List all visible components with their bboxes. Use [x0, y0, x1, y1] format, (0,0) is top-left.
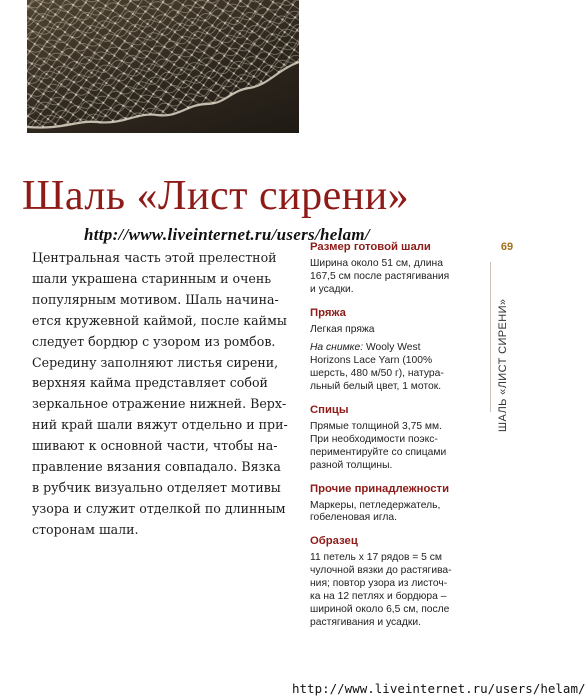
size-line: Ширина около 51 см, длина	[310, 257, 443, 269]
yarn-detail-line: Horizons Lace Yarn (100%	[310, 355, 433, 367]
yarn-detail-line: шерсть, 480 м/50 г), натура-	[310, 368, 444, 380]
notions-line: Маркеры, петледержатель,	[310, 499, 441, 511]
page-number: 69	[500, 241, 514, 253]
section-tab-label: ШАЛЬ «ЛИСТ СИРЕНИ»	[497, 298, 509, 432]
lace-pattern-graphic	[27, 0, 299, 133]
needles-line: разной толщины.	[310, 459, 393, 471]
body-line: следует бордюр с узором из ромбов.	[32, 333, 276, 349]
gauge-line: чулочной вязки до растягива-	[310, 565, 452, 577]
watermark-url: http://www.liveinternet.ru/users/helam/	[84, 225, 370, 244]
section-tab	[490, 262, 525, 432]
body-line: верхняя кайма представляет собой	[32, 375, 268, 391]
yarn-line: Легкая пряжа	[310, 323, 375, 335]
gauge-line: ка на 12 петлях и бордюра –	[310, 590, 447, 602]
yarn-caption: На снимке:	[310, 342, 364, 354]
needles-heading: Спицы	[310, 404, 349, 417]
notions-heading: Прочие принадлежности	[310, 482, 450, 495]
article-body	[32, 248, 294, 541]
article-title: Шаль «Лист сирени»	[22, 173, 410, 219]
size-heading: Размер готовой шали	[310, 241, 431, 253]
needles-line: периментируйте со спицами	[310, 446, 447, 458]
body-line: в рубчик визуально отделяет мотивы	[32, 479, 281, 495]
body-line: узора и служит отделкой по длинным	[32, 500, 286, 516]
body-line: Центральная часть этой прелестной	[32, 250, 277, 265]
body-line: сторонам шали.	[32, 521, 139, 537]
gauge-line: растягивания и усадки.	[310, 616, 422, 628]
size-line: и усадки.	[310, 283, 354, 295]
lace-shawl-photo	[27, 0, 299, 133]
needles-line: Прямые толщиной 3,75 мм.	[310, 420, 442, 432]
yarn-detail: Wooly West	[363, 342, 421, 354]
body-line: правление вязания совпадало. Вязка	[32, 459, 281, 475]
yarn-detail-line: льный белый цвет, 1 моток.	[310, 381, 442, 393]
gauge-line: 11 петель x 17 рядов = 5 см	[310, 552, 442, 564]
specs-sidebar	[310, 241, 476, 630]
gauge-heading: Образец	[310, 535, 358, 548]
body-line: зеркальное отражение нижней. Верх-	[32, 396, 287, 412]
gauge-line: ния; повтор узора из листоч-	[310, 578, 448, 590]
body-line: шали украшена старинным и очень	[32, 270, 272, 286]
body-line: ется кружевной каймой, после каймы	[32, 312, 287, 328]
body-line: шивают к основной части, чтобы на-	[32, 438, 278, 454]
yarn-detail-line	[310, 342, 476, 355]
notions-line: гобеленовая игла.	[310, 512, 397, 524]
gauge-line: шириной около 6,5 см, после	[310, 603, 450, 615]
size-line: 167,5 см после растягивания	[310, 270, 450, 282]
needles-line: При необходимости поэкс-	[310, 433, 438, 445]
body-line: ний край шали вяжут отдельно и при-	[32, 417, 288, 433]
yarn-heading: Пряжа	[310, 306, 346, 319]
body-line: Середину заполняют листья сирени,	[32, 354, 279, 370]
body-line: популярным мотивом. Шаль начина-	[32, 291, 279, 307]
footer-watermark-url: http://www.liveinternet.ru/users/helam/	[292, 681, 586, 696]
